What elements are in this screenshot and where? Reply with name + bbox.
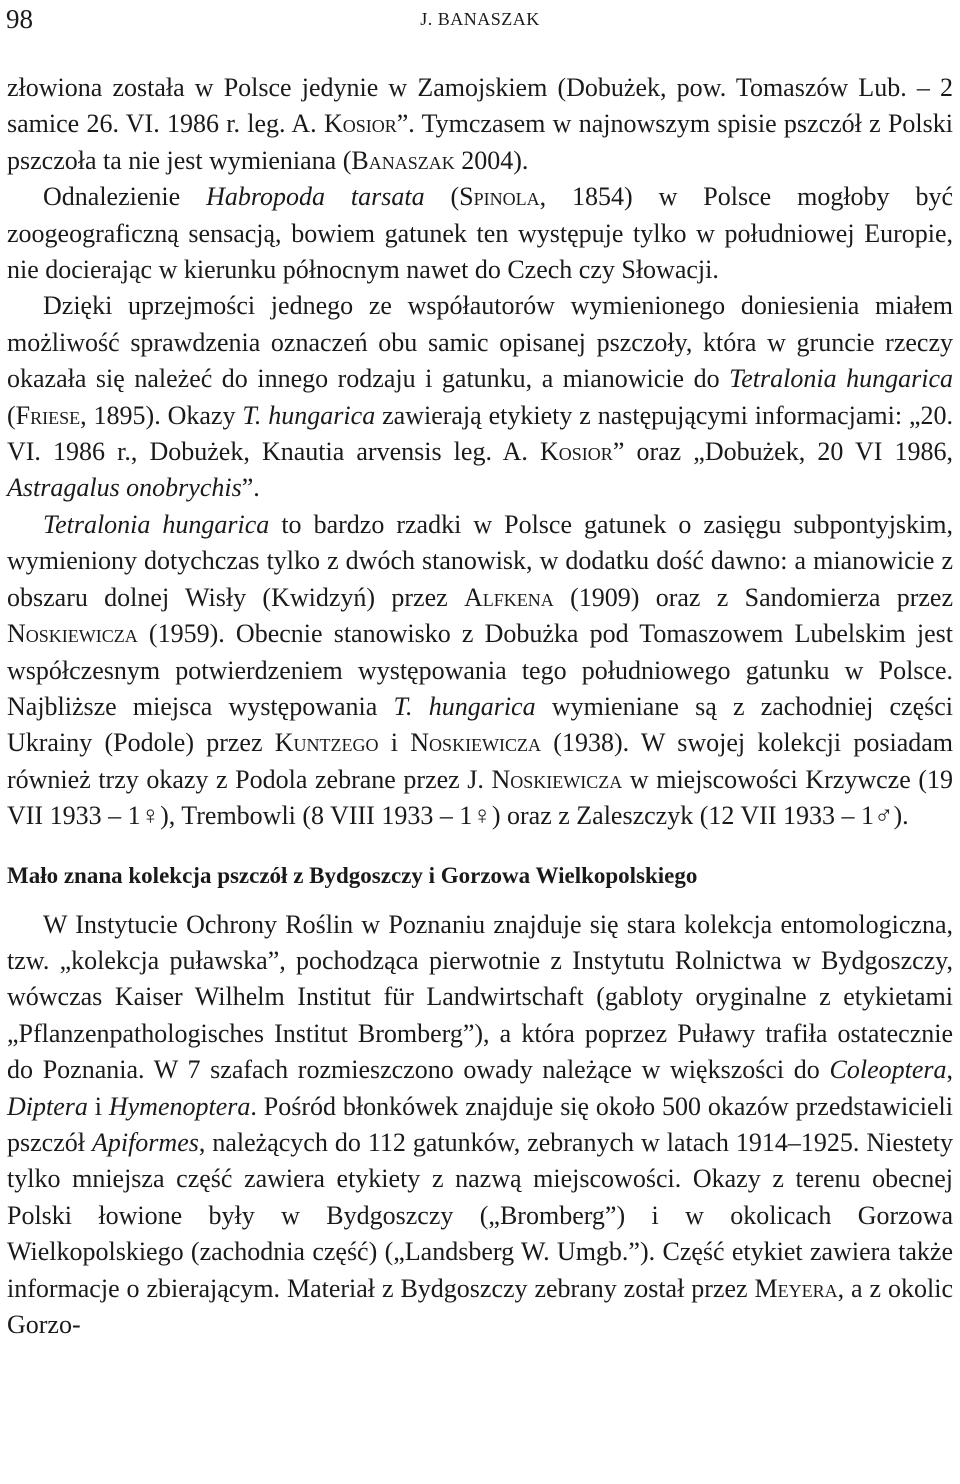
- author-name: Noskiewicza: [491, 764, 623, 794]
- italic-taxon: Habropoda tarsata: [206, 182, 425, 212]
- paragraph-3: Dzięki uprzejmości jednego ze współautorów wymienionego doniesienia miałem możliwość sprawdzenia oznaczeń obu samic opisanej pszczoły, która w gruncie rzeczy okazała się należeć do innego rodzaju i gatunku, a mianowicie do Tetralonia hungarica (Friese, 1895). Okazy T. hungarica zawierają etykiety z następującymi informacjami: „20. VI. 1986 r., Dobużek, Knautia arvensis leg. A. Kosior” oraz „Dobużek, 20 VI 1986, Astragalus onobrychis”.: [7, 291, 954, 503]
- paragraph-4: Tetralonia hungarica to bardzo rzadki w Polsce gatunek o zasięgu subpontyjskim, wymieniony dotychczas tylko z dwóch stanowisk, w dodatku dość dawno: a mianowicie z obszaru dolnej Wisły (Kwidzyń) przez Alfkena (1909) oraz z Sandomierza przez Noskiewicza (1959). Obecnie stanowisko z Dobużka pod Tomaszowem Lubelskim jest współczesnym potwierdzeniem występowania tego południowego gatunku w Polsce. Najbliższe miejsca występowania T. hungarica wymieniane są z zachodniej części Ukrainy (Podole) przez Kuntzego i Noskiewicza (1938). W swojej kolekcji posiadam również trzy okazy z Podola zebrane przez J. Noskiewicza w miejscowości Krzywcze (19 VII 1933 – 1♀), Trembowli (8 VIII 1933 – 1♀) oraz z Zaleszczyk (12 VII 1933 – 1♂).: [7, 509, 953, 831]
- italic-taxon: Astragalus onobrychis: [7, 473, 242, 503]
- running-head: J. BANASZAK: [420, 9, 540, 29]
- article-body: [7, 70, 953, 1343]
- italic-taxon: Coleoptera: [829, 1055, 947, 1085]
- section-heading: Mało znana kolekcja pszczół z Bydgoszczy i Gorzowa Wielkopolskiego: [7, 862, 698, 888]
- italic-taxon: Diptera: [7, 1091, 88, 1121]
- paragraph-1: złowiona została w Polsce jedynie w Zamojskiem (Dobużek, pow. Tomaszów Lub. – 2 samice 26. VI. 1986 r. leg. A. Kosior”. Tymczasem w najnowszym spisie pszczół z Polski pszczoła ta nie jest wymieniana (Banaszak 2004).: [7, 73, 953, 175]
- author-name: Kosior: [323, 109, 397, 139]
- author-name: Kosior: [540, 437, 613, 467]
- author-name: Banaszak: [351, 145, 455, 175]
- paragraph-5: W Instytucie Ochrony Roślin w Poznaniu znajduje się stara kolekcja entomologiczna, tzw. „kolekcja puławska”, pochodząca pierwotnie z Instytutu Rolnictwa w Bydgoszczy, wówczas Kaiser Wilhelm Institut für Landwirtschaft (gabloty oryginalne z etykietami „Pflanzenpathologisches Institut Bromberg”), a która poprzez Puławy trafiła ostatecznie do Poznania. W 7 szafach rozmieszczono owady należące w większości do Coleoptera, Diptera i Hymenoptera. Pośród błonkówek znajduje się około 500 okazów przedstawicieli pszczół Apiformes, należących do 112 gatunków, zebranych w latach 1914–1925. Niestety tylko mniejsza część zawiera etykiety z nazwą miejscowości. Okazy z terenu obecnej Polski łowione były w Bydgoszczy („Bromberg”) i w okolicach Gorzowa Wielkopolskiego (zachodnia część) („Landsberg W. Umgb.”). Część etykiet zawiera także informacje o zbierającym. Materiał z Bydgoszczy zebrany został przez Meyera, a z okolic Gorzo-: [7, 909, 953, 1339]
- author-name: Noskiewicza: [410, 728, 542, 758]
- page-header: [0, 0, 960, 40]
- author-name: Alfkena: [463, 582, 554, 612]
- author-name: Noskiewicza: [7, 619, 138, 649]
- author-name: Friese: [15, 400, 81, 430]
- author-name: Kuntzego: [274, 728, 379, 758]
- author-name: Meyera: [754, 1273, 838, 1303]
- italic-taxon: Tetralonia hungarica: [43, 509, 270, 539]
- italic-taxon: Tetralonia hungarica: [729, 364, 953, 394]
- italic-taxon: T. hungarica: [393, 691, 536, 721]
- page-number: 98: [6, 4, 33, 34]
- italic-taxon: Hymenoptera: [108, 1091, 251, 1121]
- author-name: Spinola: [459, 182, 540, 212]
- paragraph-2: Odnalezienie Habropoda tarsata (Spinola, 1854) w Polsce mogłoby być zoogeograficzną sensacją, bowiem gatunek ten występuje tylko w południowej Europie, nie docierając w kierunku północnym nawet do Czech czy Słowacji.: [7, 182, 953, 285]
- italic-taxon: T. hungarica: [242, 400, 376, 430]
- italic-taxon: Apiformes: [91, 1127, 199, 1157]
